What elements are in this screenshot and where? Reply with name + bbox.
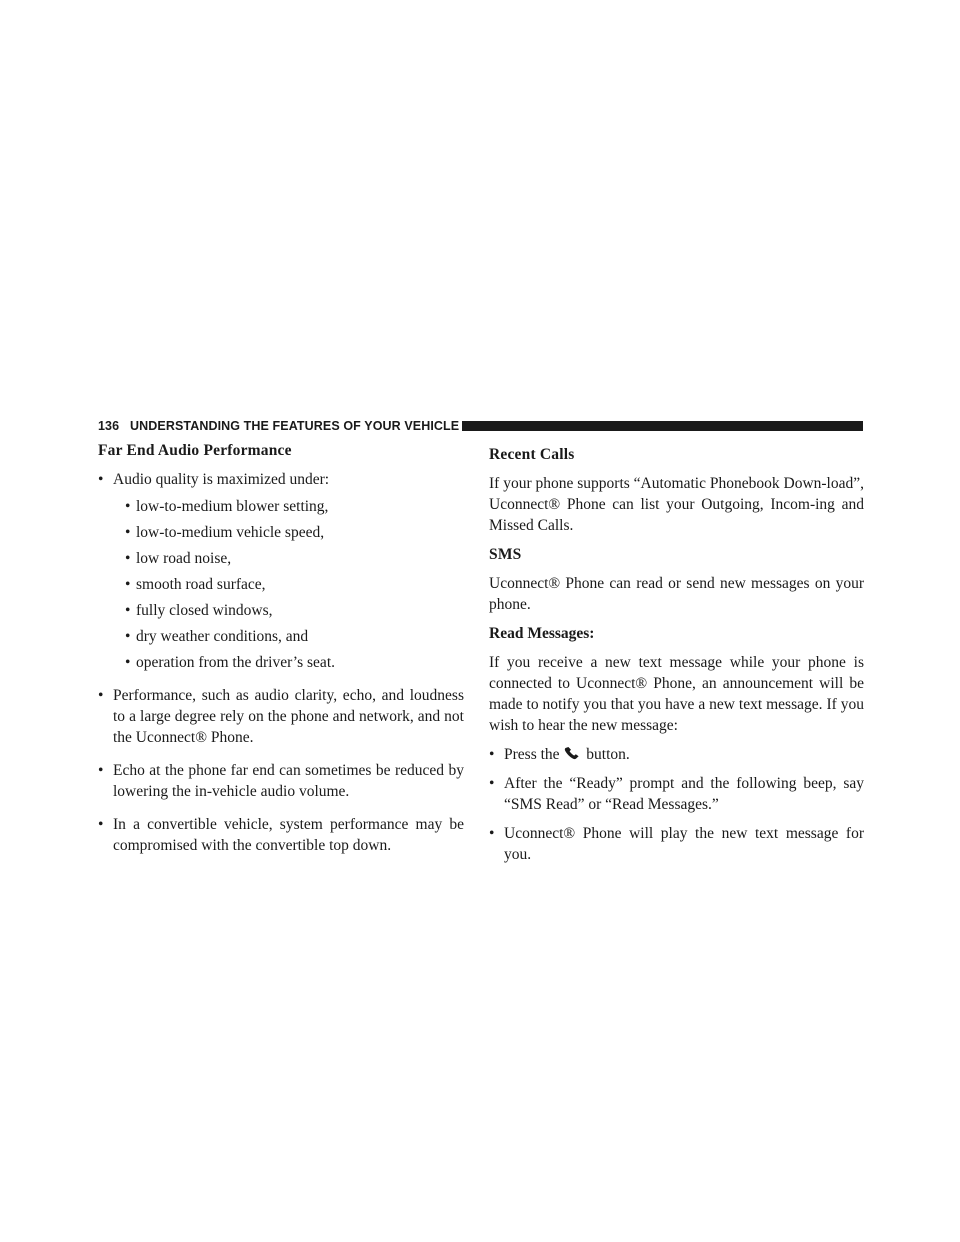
bullet: •	[125, 654, 131, 671]
sub-list-item	[125, 600, 464, 621]
read-messages-steps	[489, 744, 864, 865]
list-item	[98, 685, 464, 748]
sub-list-item	[125, 496, 464, 517]
bullet: •	[125, 550, 131, 567]
read-messages-heading: Read Messages:	[489, 625, 595, 642]
list-item	[489, 823, 864, 865]
bullet: •	[98, 471, 104, 488]
list-item	[489, 773, 864, 815]
list-item	[98, 814, 464, 856]
bullet: •	[125, 628, 131, 645]
list-item-text: In a convertible vehicle, system performance may be compromised with the convertible top down.	[113, 816, 464, 854]
bullet: •	[125, 498, 131, 515]
list-item-text: Audio quality is maximized under:	[113, 471, 330, 488]
bullet: •	[98, 687, 104, 704]
bullet: •	[125, 576, 131, 593]
sub-list-item-text: low-to-medium vehicle speed,	[136, 524, 325, 541]
page-number: 136	[98, 419, 120, 433]
read-messages-text: If you receive a new text message while your phone is connected to Uconnect® Phone, an announcement will be made to notify you that you have a new text message. If you wish to hear the new message:	[489, 654, 864, 734]
bullet: •	[125, 602, 131, 619]
right-column	[489, 440, 864, 873]
list-item-text: Uconnect® Phone will play the new text message for you.	[504, 825, 864, 863]
recent-calls-heading: Recent Calls	[489, 446, 575, 463]
left-column	[98, 440, 464, 868]
list-item	[98, 760, 464, 802]
recent-calls-text: If your phone supports “Automatic Phonebook Down-load”, Uconnect® Phone can list your Outgoing, Incom-ing and Missed Calls.	[489, 475, 864, 534]
bullet: •	[489, 825, 495, 842]
audio-bullet-list	[98, 469, 464, 856]
sub-list-item-text: low-to-medium blower setting,	[136, 498, 329, 515]
list-item-text: After the “Ready” prompt and the following beep, say “SMS Read” or “Read Messages.”	[504, 775, 864, 813]
bullet: •	[98, 816, 104, 833]
bullet: •	[489, 746, 495, 763]
sub-list-item	[125, 626, 464, 647]
sub-list-item	[125, 548, 464, 569]
bullet: •	[98, 762, 104, 779]
sub-list-item-text: operation from the driver’s seat.	[136, 654, 335, 671]
header-rule	[462, 421, 863, 431]
far-end-audio-heading: Far End Audio Performance	[98, 442, 292, 459]
page-header	[98, 416, 863, 438]
list-item	[489, 744, 864, 765]
sub-list-item	[125, 522, 464, 543]
sub-list-item	[125, 652, 464, 673]
sub-list-item-text: fully closed windows,	[136, 602, 273, 619]
section-title: UNDERSTANDING THE FEATURES OF YOUR VEHICLE	[130, 419, 460, 433]
bullet: •	[125, 524, 131, 541]
conditions-sub-list	[113, 496, 464, 673]
press-text-before: Press the	[504, 746, 560, 763]
sub-list-item-text: low road noise,	[136, 550, 232, 567]
list-item-text: Performance, such as audio clarity, echo, and loudness to a large degree rely on the phone and network, and not the Uconnect® Phone.	[113, 687, 464, 746]
phone-icon	[564, 745, 580, 758]
sms-text: Uconnect® Phone can read or send new messages on your phone.	[489, 575, 864, 613]
list-item	[98, 469, 464, 673]
press-text-after: button.	[586, 746, 630, 763]
sub-list-item	[125, 574, 464, 595]
sub-list-item-text: smooth road surface,	[136, 576, 266, 593]
sms-heading: SMS	[489, 546, 522, 563]
list-item-text: Echo at the phone far end can sometimes be reduced by lowering the in-vehicle audio volume.	[113, 762, 464, 800]
sub-list-item-text: dry weather conditions, and	[136, 628, 309, 645]
bullet: •	[489, 775, 495, 792]
